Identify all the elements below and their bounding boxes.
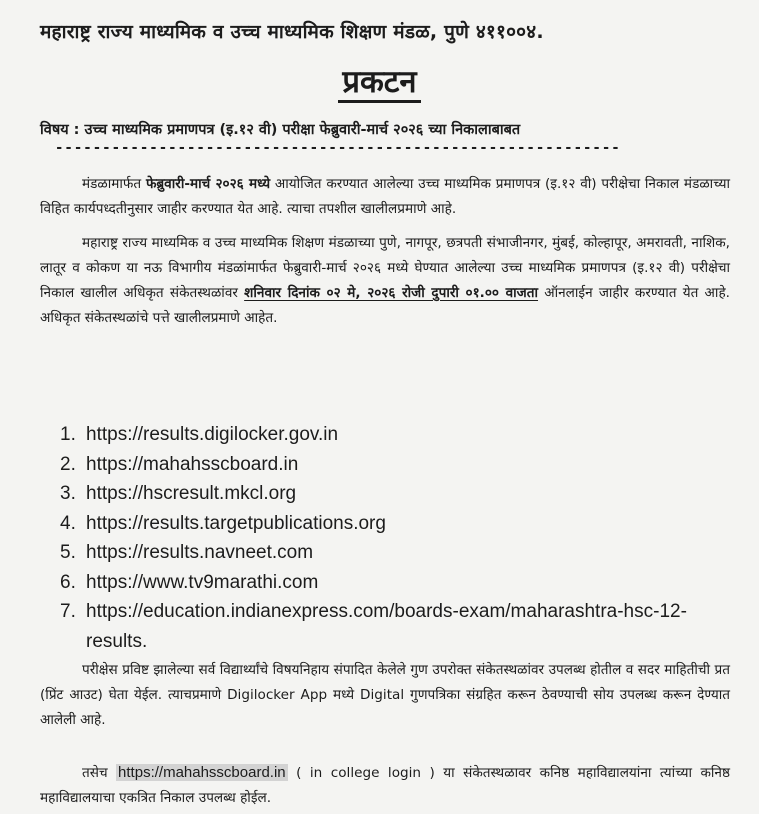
schedule-text-2: ऑनलाईन जाहीर करण्यात येत आहे. अधिकृत संकेतस्थळांचे पत्ते खालीलप्रमाणे आहेत. [40,285,730,326]
college-text-1: तसेच [82,765,117,781]
website-link[interactable]: https://results.navneet.com [86,542,314,563]
official-websites-list [60,420,740,656]
list-number: 2. [60,453,76,475]
website-link[interactable]: https://mahahsscboard.in [86,453,299,475]
notice-title [0,60,759,102]
list-item[interactable] [60,538,740,568]
intro-text-1: मंडळामार्फत [82,176,146,192]
marks-text: परीक्षेस प्रविष्ट झालेल्या सर्व विद्यार्थ्यांचे विषयनिहाय संपादित केलेले गुण उपरोक्त संकेतस्थळांवर उपलब्ध होतील व सदर माहितीची प्रत (प्रिंट आउट) घेता येईल. त्याचप्रमाणे Digilocker App मध्ये Digital गुणपत्रिका संग्रहित करून ठेवण्याची सोय उपलब्ध करून देण्यात आलेली आहे. [40,662,730,728]
paragraph-schedule [40,231,730,331]
intro-exam-session: फेब्रुवारी-मार्च २०२६ मध्ये [145,176,271,192]
paragraph-college-login [40,760,730,811]
subject-line: विषय : उच्च माध्यमिक प्रमाणपत्र (इ.१२ वी) परीक्षा फेब्रुवारी-मार्च २०२६ च्या निकालाबाबत [40,122,521,138]
schedule-text-1: महाराष्ट्र राज्य माध्यमिक व उच्च माध्यमिक शिक्षण मंडळाच्या पुणे, नागपूर, छत्रपती संभाजीनगर, मुंबई, कोल्हापूर, अमरावती, नाशिक, लातूर व कोकण या नऊ विभागीय मंडळांमार्फत फेब्रुवारी-मार्च २०२६ मध्ये घेण्यात आलेल्या उच्च माध्यमिक प्रमाणपत्र (इ.१२ वी) परीक्षेचा निकाल खालील अधिकृत संकेतस्थळांवर [40,235,730,301]
website-link[interactable]: https://hscresult.mkcl.org [86,483,297,504]
list-item[interactable] [60,509,740,539]
paragraph-marks [40,658,730,733]
list-number: 6. [60,571,76,593]
list-number: 1. [60,424,76,445]
website-link[interactable]: https://results.targetpublications.org [86,512,386,534]
list-item[interactable] [60,479,740,509]
board-header: महाराष्ट्र राज्य माध्यमिक व उच्च माध्यमिक शिक्षण मंडळ, पुणे ४११००४. [40,21,544,43]
list-number: 5. [60,542,76,563]
website-link[interactable]: https://results.digilocker.gov.in [86,424,339,445]
website-link[interactable]: https://www.tv9marathi.com [86,571,319,593]
intro-text-2: आयोजित करण्यात आलेल्या उच्च माध्यमिक प्रमाणपत्र (इ.१२ वी) परीक्षेचा निकाल मंडळाच्या विहित कार्यपध्दतीनुसार जाहीर करण्यात येत आहे. त्याचा तपशील खालीलप्रमाणे आहे. [40,176,730,217]
list-item[interactable] [60,597,740,656]
list-number: 4. [60,512,76,534]
list-item[interactable] [60,450,740,480]
list-item[interactable] [60,568,740,598]
notice-title-text: प्रकटन [338,64,420,103]
website-link[interactable]: https://education.indianexpress.com/boards-exam/maharashtra-hsc-12-results. [86,601,687,652]
list-number: 3. [60,483,76,504]
separator-line: ------------------------------------------------------------ [55,140,621,156]
list-number: 7. [60,601,76,622]
result-datetime: शनिवार दिनांक ०२ मे, २०२६ रोजी दुपारी ०१.०० वाजता [244,285,539,301]
college-text-2: ( in college login ) या संकेतस्थळावर कनिष्ठ महाविद्यालयांना त्यांच्या कनिष्ठ महाविद्यालयाचा एकत्रित निकाल उपलब्ध होईल. [40,765,730,806]
paragraph-intro [40,172,730,222]
college-login-link[interactable]: https://mahahsscboard.in [118,764,286,781]
list-item[interactable] [60,420,740,450]
